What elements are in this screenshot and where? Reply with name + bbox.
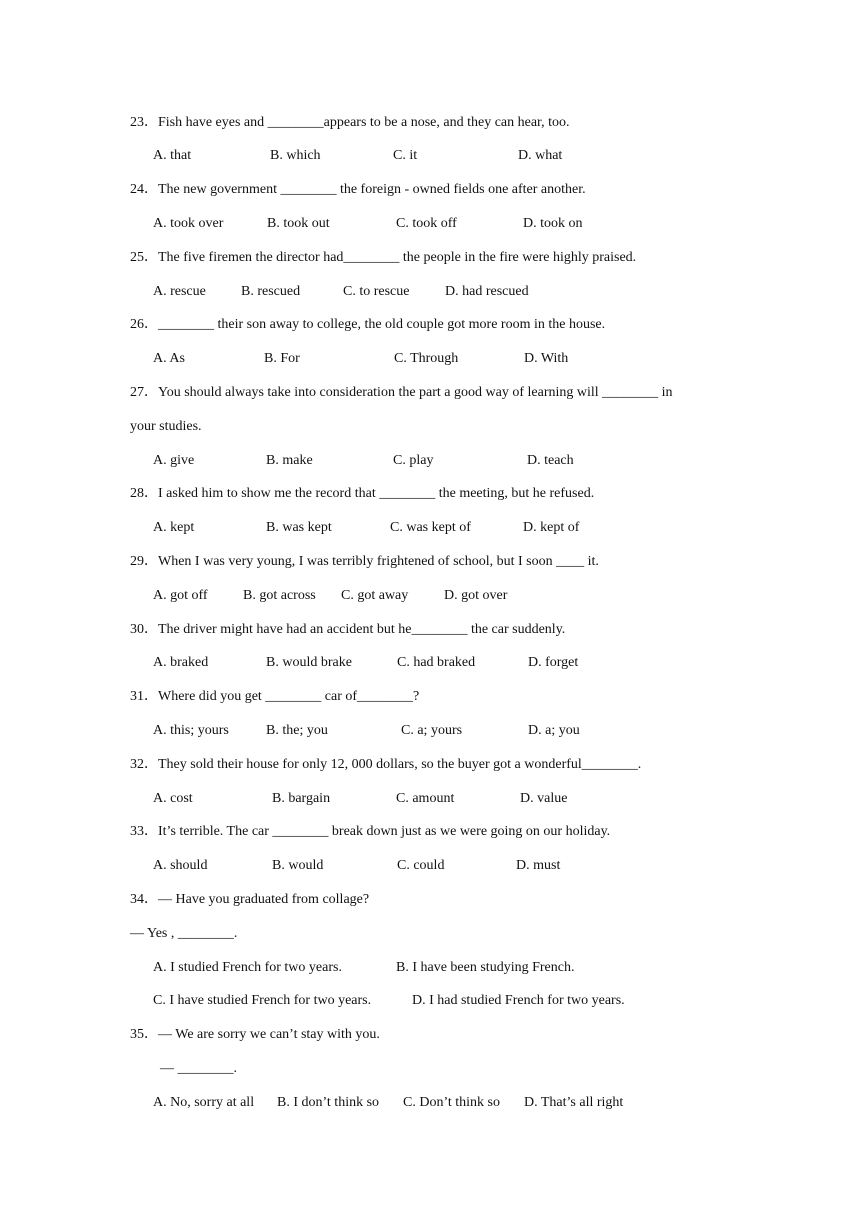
q30-option-d: D. forget	[528, 655, 579, 670]
q35-option-d: D. That’s all right	[524, 1095, 624, 1110]
q35-option-a: A. No, sorry at all	[153, 1095, 255, 1110]
q29-option-b: B. got across	[243, 588, 316, 603]
q31-option-b: B. the; you	[266, 723, 328, 738]
q35-option-b: B. I don’t think so	[277, 1095, 380, 1110]
q33-option-c: C. could	[397, 858, 445, 873]
q33-option-d: D. must	[516, 858, 561, 873]
q34-option-d: D. I had studied French for two years.	[412, 993, 625, 1008]
q28-option-c: C. was kept of	[390, 520, 471, 535]
q25-option-a: A. rescue	[153, 284, 206, 299]
q29-option-c: C. got away	[341, 588, 409, 603]
question-30-stem: 30．The driver might have had an accident but he________ the car suddenly.	[130, 622, 566, 637]
q24-option-d: D. took on	[523, 216, 583, 231]
q26-option-a: A. As	[153, 351, 185, 366]
q34-option-b: B. I have been studying French.	[396, 960, 575, 975]
q32-option-d: D. value	[520, 791, 568, 806]
question-23-stem: 23．Fish have eyes and ________appears to be a nose, and they can hear, too.	[130, 115, 570, 130]
q33-option-b: B. would	[272, 858, 324, 873]
q28-option-a: A. kept	[153, 520, 195, 535]
q30-option-b: B. would brake	[266, 655, 352, 670]
q23-option-a: A. that	[153, 148, 192, 163]
question-34-stem: 34．— Have you graduated from collage?	[130, 892, 370, 907]
q23-option-b: B. which	[270, 148, 321, 163]
q26-option-b: B. For	[264, 351, 300, 366]
q34-option-a: A. I studied French for two years.	[153, 960, 342, 975]
q27-option-a: A. give	[153, 453, 195, 468]
question-29-stem: 29．When I was very young, I was terribly frightened of school, but I soon ____ it.	[130, 554, 599, 569]
q28-option-b: B. was kept	[266, 520, 332, 535]
question-24-stem: 24．The new government ________ the foreign - owned fields one after another.	[130, 182, 586, 197]
q31-option-a: A. this; yours	[153, 723, 229, 738]
q28-option-d: D. kept of	[523, 520, 580, 535]
q24-option-a: A. took over	[153, 216, 224, 231]
q30-option-c: C. had braked	[397, 655, 476, 670]
question-33-stem: 33．It’s terrible. The car ________ break down just as we were going on our holiday.	[130, 824, 611, 839]
question-25-stem: 25．The five firemen the director had________ the people in the fire were highly praised.	[130, 250, 637, 265]
question-32-stem: 32．They sold their house for only 12, 000 dollars, so the buyer got a wonderful________.	[130, 757, 642, 772]
question-27-stem: 27．You should always take into consideration the part a good way of learning will ________ in	[130, 385, 673, 400]
question-27-stem-continued: your studies.	[130, 419, 202, 434]
q27-option-c: C. play	[393, 453, 434, 468]
q32-option-c: C. amount	[396, 791, 455, 806]
q27-option-d: D. teach	[527, 453, 574, 468]
question-35-stem: 35．— We are sorry we can’t stay with you.	[130, 1027, 380, 1042]
q25-option-d: D. had rescued	[445, 284, 529, 299]
q25-option-c: C. to rescue	[343, 284, 410, 299]
q34-option-c: C. I have studied French for two years.	[153, 993, 372, 1008]
q23-option-d: D. what	[518, 148, 563, 163]
question-31-stem: 31．Where did you get ________ car of________?	[130, 689, 420, 704]
q29-option-a: A. got off	[153, 588, 208, 603]
question-34-response: — Yes , ________.	[130, 926, 238, 941]
q24-option-c: C. took off	[396, 216, 457, 231]
q24-option-b: B. took out	[267, 216, 330, 231]
q33-option-a: A. should	[153, 858, 208, 873]
q35-option-c: C. Don’t think so	[403, 1095, 500, 1110]
q27-option-b: B. make	[266, 453, 313, 468]
q30-option-a: A. braked	[153, 655, 209, 670]
question-26-stem: 26．________ their son away to college, the old couple got more room in the house.	[130, 317, 606, 332]
q32-option-a: A. cost	[153, 791, 193, 806]
q32-option-b: B. bargain	[272, 791, 331, 806]
q31-option-c: C. a; yours	[401, 723, 463, 738]
q26-option-d: D. With	[524, 351, 569, 366]
question-35-response: — ________.	[160, 1061, 237, 1076]
question-28-stem: 28．I asked him to show me the record that ________ the meeting, but he refused.	[130, 486, 595, 501]
q31-option-d: D. a; you	[528, 723, 580, 738]
q25-option-b: B. rescued	[241, 284, 301, 299]
q26-option-c: C. Through	[394, 351, 459, 366]
q29-option-d: D. got over	[444, 588, 508, 603]
q23-option-c: C. it	[393, 148, 418, 163]
